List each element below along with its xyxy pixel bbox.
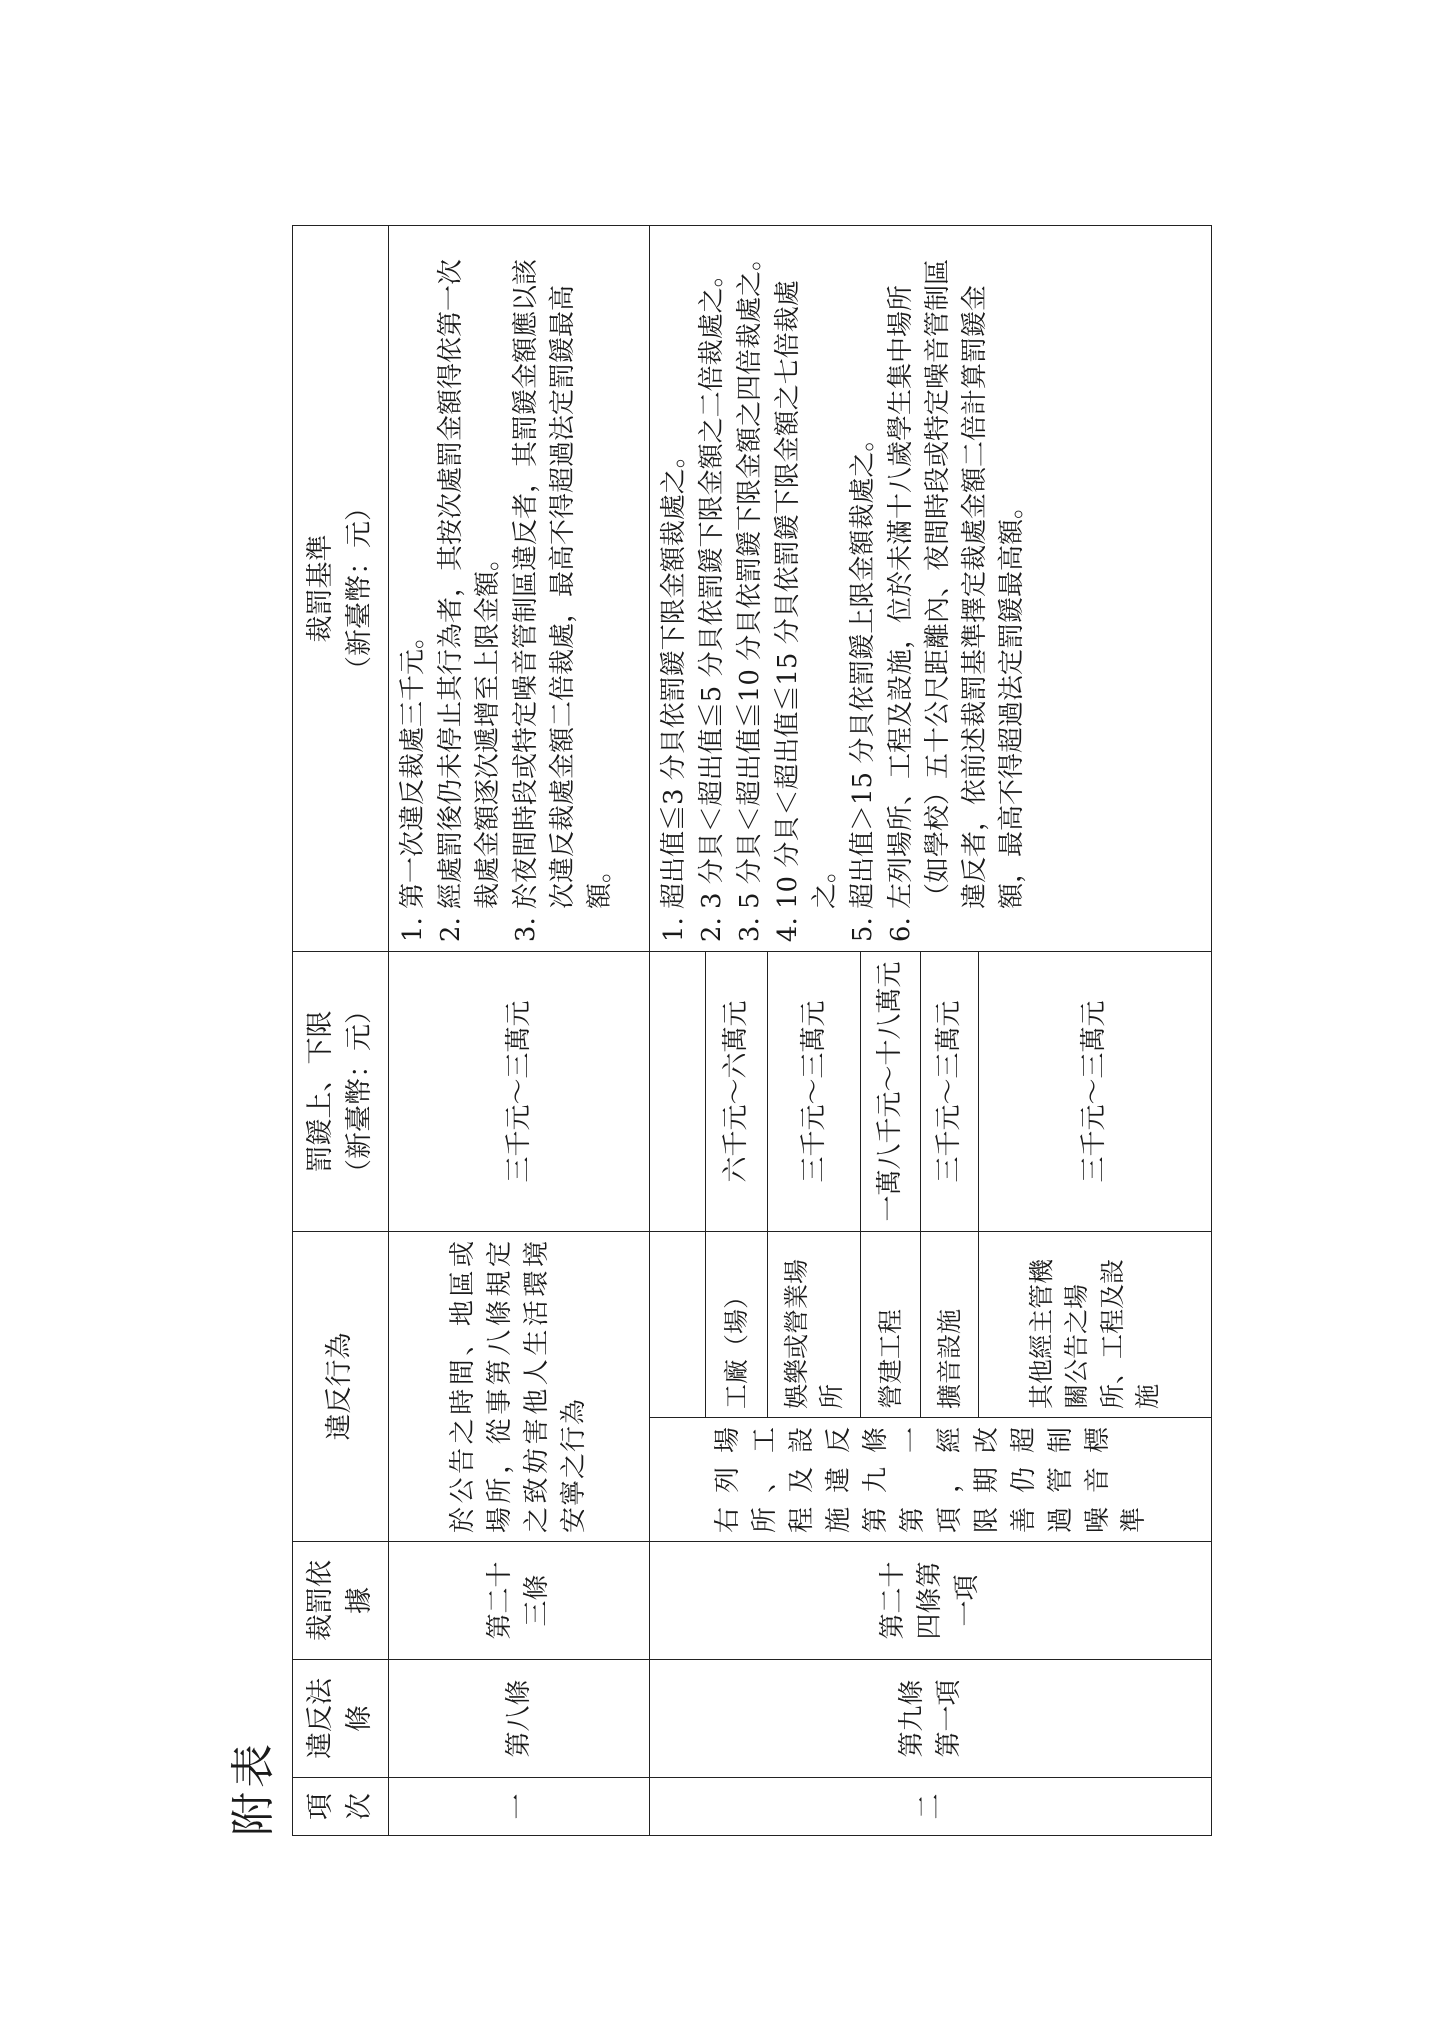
- row2-article: 第九條第一項: [650, 1660, 1212, 1778]
- header-act: 違反行為: [293, 1232, 389, 1542]
- row2-sub-label: 娛樂或營業場所: [768, 1232, 861, 1418]
- row1-range: 三千元～三萬元: [389, 952, 650, 1232]
- header-standard-line2: （新臺幣：元）: [343, 494, 375, 683]
- header-standard: [293, 226, 389, 952]
- row2-sub-label: 工廠（場）: [705, 1232, 767, 1418]
- row2-sub-range: 三千元～三萬元: [921, 952, 979, 1232]
- table-header-row: [293, 226, 389, 1836]
- list-item: 2. 3 分貝＜超出值≦5 分貝依罰鍰下限金額之二倍裁處之。: [694, 234, 731, 909]
- row1-standard: [389, 226, 650, 952]
- row2-sub-range: 一萬八千元～十八萬元: [861, 952, 921, 1232]
- list-item: 6. 左列場所、工程及設施，位於未滿十八歲學生集中場所（如學校）五十公尺距離內、夜間時段或特定噪音管制區違反者，依前述裁罰基準擇定裁處金額二倍計算罰鍰金額，最高不得超過法定罰鍰最高額。: [883, 234, 1031, 909]
- row2-act: 右列場所、工程及設施違反第九條第一項，經限期改善仍超過管制噪音標準: [650, 1418, 1212, 1542]
- row2-standard: [650, 226, 1212, 952]
- list-item: 4. 10 分貝＜超出值≦15 分貝依罰鍰下限金額之七倍裁處之。: [770, 234, 844, 909]
- row2-range-spacer: [650, 952, 705, 1232]
- table-row: [650, 226, 705, 1836]
- row1-article: 第八條: [389, 1660, 650, 1778]
- header-range-line1: 罰鍰上、下限: [305, 1010, 337, 1173]
- document-title: 附表: [228, 1740, 279, 1836]
- header-standard-line1: 裁罰基準: [305, 534, 337, 643]
- list-item: 3. 5 分貝＜超出值≦10 分貝依罰鍰下限金額之四倍裁處之。: [732, 234, 769, 909]
- rotated-document: [228, 226, 1212, 1836]
- list-item: 1. 超出值≦3 分貝依罰鍰下限金額裁處之。: [656, 234, 693, 909]
- table-row: [389, 226, 650, 1836]
- row2-sub-label: 其他經主管機關公告之場所、工程及設施: [978, 1232, 1211, 1418]
- list-item: 5. 超出值＞15 分貝依罰鍰上限金額裁處之。: [845, 234, 882, 909]
- penalty-table: [292, 225, 1212, 1836]
- row2-sub-spacer: [650, 1232, 705, 1418]
- row2-sub-label: 擴音設施: [921, 1232, 979, 1418]
- header-range-line2: （新臺幣：元）: [343, 997, 375, 1186]
- row2-sub-label: 營建工程: [861, 1232, 921, 1418]
- row1-act: 於公告之時間、地區或場所，從事第八條規定之致妨害他人生活環境安寧之行為: [389, 1232, 650, 1542]
- header-range: [293, 952, 389, 1232]
- row2-standard-list: [656, 234, 1030, 943]
- list-item: 1. 第一次違反裁處三千元。: [395, 234, 432, 909]
- row2-sub-range: 三千元～三萬元: [768, 952, 861, 1232]
- row1-item: 一: [389, 1778, 650, 1836]
- list-item: 2. 經處罰後仍未停止其行為者，其按次處罰金額得依第一次裁處金額逐次遞增至上限金額。: [433, 234, 507, 909]
- row2-item: 二: [650, 1778, 1212, 1836]
- list-item: 3. 於夜間時段或特定噪音管制區違反者，其罰鍰金額應以該次違反裁處金額二倍裁處，最高不得超過法定罰鍰最高額。: [508, 234, 619, 909]
- header-basis: 裁罰依據: [293, 1542, 389, 1660]
- row1-basis: 第二十三條: [389, 1542, 650, 1660]
- row1-standard-list: [395, 234, 618, 943]
- row2-sub-range: 三千元～三萬元: [978, 952, 1211, 1232]
- header-article: 違反法條: [293, 1660, 389, 1778]
- row2-basis: 第二十四條第一項: [650, 1542, 1212, 1660]
- header-item: 項次: [293, 1778, 389, 1836]
- row2-sub-range: 六千元～六萬元: [705, 952, 767, 1232]
